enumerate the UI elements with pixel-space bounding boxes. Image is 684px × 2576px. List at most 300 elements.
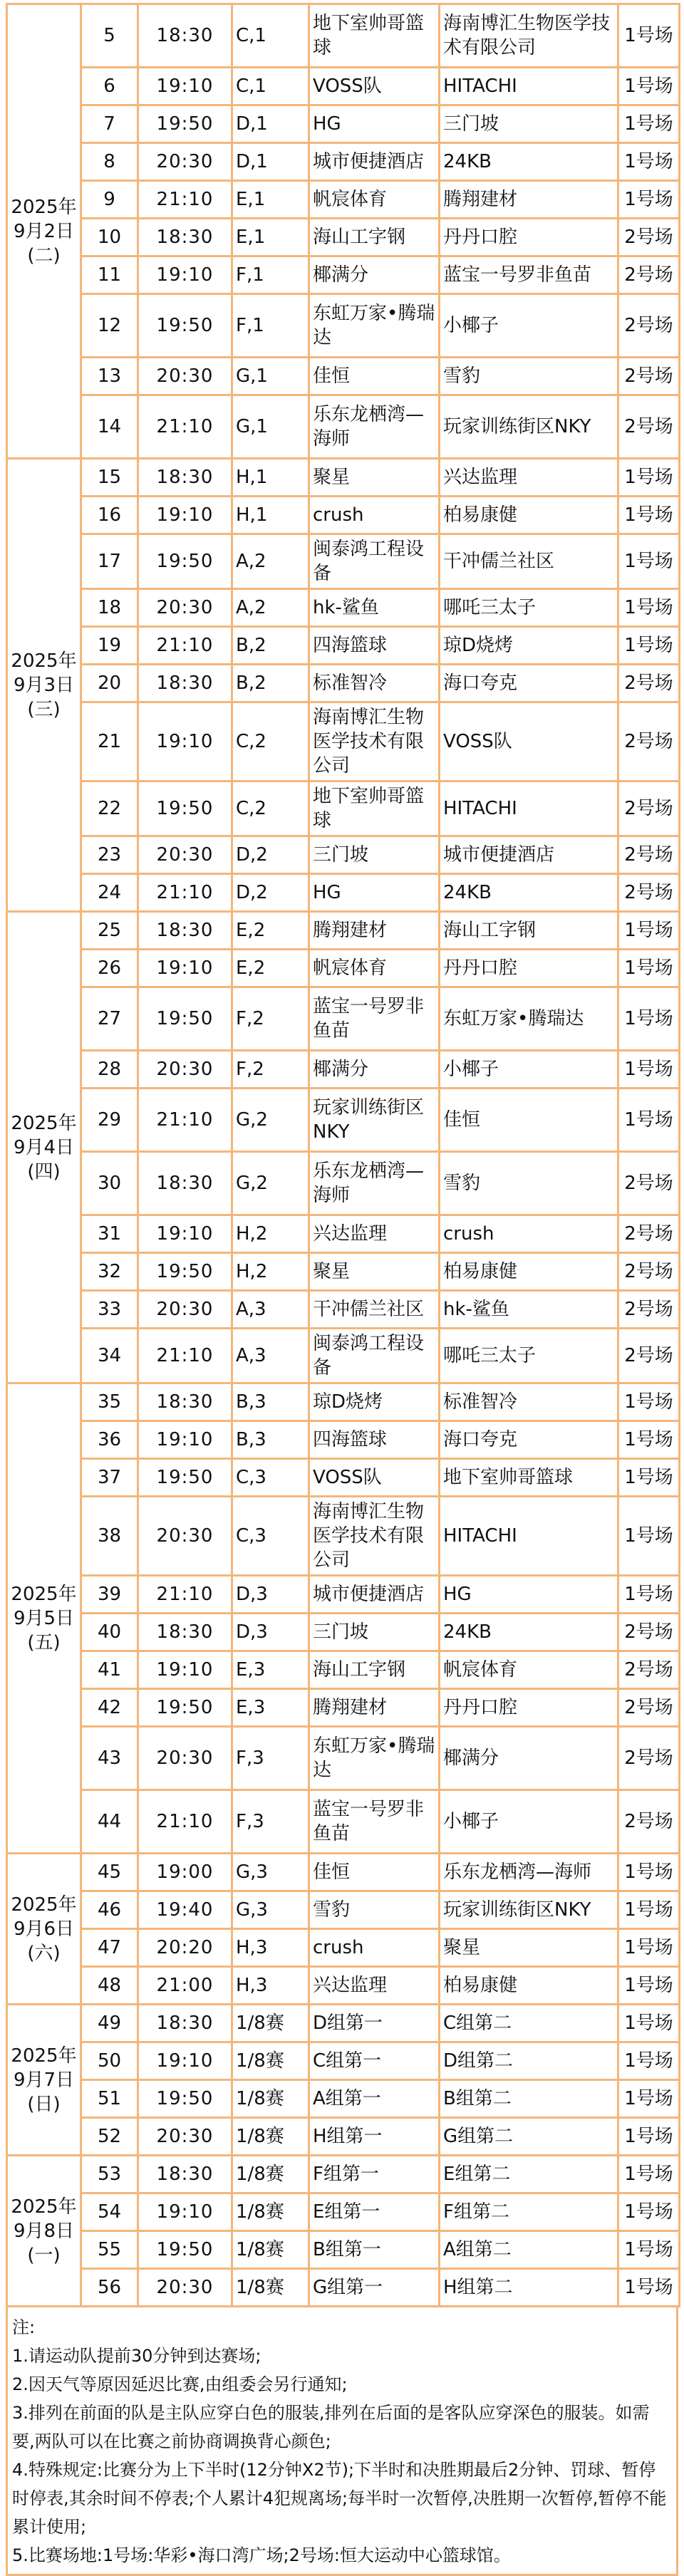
match-group-cell: F,2 bbox=[232, 1051, 309, 1089]
match-number-cell: 14 bbox=[81, 395, 138, 459]
away-team-cell: 丹丹口腔 bbox=[440, 950, 618, 987]
match-number-cell: 39 bbox=[81, 1576, 138, 1614]
match-number-cell: 26 bbox=[81, 950, 138, 987]
away-team-cell: B组第二 bbox=[440, 2080, 618, 2118]
match-date-cell: 2025年9月3日(三) bbox=[7, 459, 81, 912]
home-team-cell: 玩家训练街区NKY bbox=[309, 1089, 440, 1152]
match-time-cell: 20:30 bbox=[138, 1051, 232, 1089]
match-row bbox=[7, 781, 680, 836]
match-row bbox=[7, 1651, 680, 1689]
notes-heading: 注: bbox=[12, 2317, 36, 2337]
court-cell: 2号场 bbox=[618, 1651, 680, 1689]
away-team-cell: 柏易康健 bbox=[440, 1253, 618, 1291]
match-group-cell: F,1 bbox=[232, 256, 309, 294]
match-group-cell: C,2 bbox=[232, 781, 309, 836]
away-team-cell: HG bbox=[440, 1576, 618, 1614]
match-time-cell: 18:30 bbox=[138, 2005, 232, 2042]
home-team-cell: 乐东龙栖湾—海师 bbox=[309, 395, 440, 459]
match-group-cell: 1/8赛 bbox=[232, 2231, 309, 2269]
away-team-cell: 哪吒三太子 bbox=[440, 1329, 618, 1383]
match-group-cell: B,2 bbox=[232, 665, 309, 702]
match-group-cell: 1/8赛 bbox=[232, 2193, 309, 2231]
match-row bbox=[7, 2193, 680, 2231]
match-time-cell: 18:30 bbox=[138, 4, 232, 68]
court-cell: 2号场 bbox=[618, 781, 680, 836]
match-time-cell: 18:30 bbox=[138, 1152, 232, 1215]
court-cell: 2号场 bbox=[618, 836, 680, 874]
match-time-cell: 20:30 bbox=[138, 2118, 232, 2156]
match-group-cell: G,2 bbox=[232, 1152, 309, 1215]
court-cell: 2号场 bbox=[618, 219, 680, 256]
match-number-cell: 45 bbox=[81, 1854, 138, 1891]
away-team-cell: 三门坡 bbox=[440, 105, 618, 143]
match-group-cell: 1/8赛 bbox=[232, 2118, 309, 2156]
court-cell: 2号场 bbox=[618, 1152, 680, 1215]
match-group-cell: H,2 bbox=[232, 1215, 309, 1253]
away-team-cell: 兴达监理 bbox=[440, 459, 618, 497]
match-group-cell: F,3 bbox=[232, 1790, 309, 1854]
away-team-cell: 海南博汇生物医学技术有限公司 bbox=[440, 4, 618, 68]
match-row bbox=[7, 1497, 680, 1576]
court-cell: 1号场 bbox=[618, 1383, 680, 1421]
match-date-cell: 2025年9月4日(四) bbox=[7, 912, 81, 1383]
match-time-cell: 19:50 bbox=[138, 1689, 232, 1727]
match-number-cell: 35 bbox=[81, 1383, 138, 1421]
match-row bbox=[7, 1614, 680, 1651]
match-time-cell: 19:10 bbox=[138, 256, 232, 294]
match-time-cell: 18:30 bbox=[138, 219, 232, 256]
away-team-cell: E组第二 bbox=[440, 2156, 618, 2193]
match-group-cell: C,3 bbox=[232, 1497, 309, 1576]
match-row bbox=[7, 294, 680, 358]
away-team-cell: 城市便捷酒店 bbox=[440, 836, 618, 874]
away-team-cell: 海山工字钢 bbox=[440, 912, 618, 950]
match-time-cell: 19:10 bbox=[138, 1421, 232, 1459]
home-team-cell: hk-鲨鱼 bbox=[309, 589, 440, 627]
match-group-cell: G,1 bbox=[232, 358, 309, 395]
match-row bbox=[7, 1152, 680, 1215]
away-team-cell: 24KB bbox=[440, 874, 618, 912]
away-team-cell: A组第二 bbox=[440, 2231, 618, 2269]
home-team-cell: 东虹万家•腾瑞达 bbox=[309, 294, 440, 358]
home-team-cell: E组第一 bbox=[309, 2193, 440, 2231]
match-row bbox=[7, 2118, 680, 2156]
match-row bbox=[7, 702, 680, 781]
match-number-cell: 36 bbox=[81, 1421, 138, 1459]
court-cell: 1号场 bbox=[618, 1576, 680, 1614]
match-time-cell: 19:50 bbox=[138, 2080, 232, 2118]
match-row bbox=[7, 1291, 680, 1329]
match-group-cell: E,1 bbox=[232, 181, 309, 219]
match-row bbox=[7, 1421, 680, 1459]
match-time-cell: 19:00 bbox=[138, 1854, 232, 1891]
match-time-cell: 20:30 bbox=[138, 1727, 232, 1790]
match-group-cell: D,2 bbox=[232, 836, 309, 874]
away-team-cell: 丹丹口腔 bbox=[440, 1689, 618, 1727]
match-row bbox=[7, 181, 680, 219]
match-number-cell: 51 bbox=[81, 2080, 138, 2118]
match-time-cell: 18:30 bbox=[138, 2156, 232, 2193]
home-team-cell: 蓝宝一号罗非鱼苗 bbox=[309, 987, 440, 1051]
home-team-cell: D组第一 bbox=[309, 2005, 440, 2042]
home-team-cell: 腾翔建材 bbox=[309, 1689, 440, 1727]
match-number-cell: 33 bbox=[81, 1291, 138, 1329]
home-team-cell: 佳恒 bbox=[309, 1854, 440, 1891]
home-team-cell: 聚星 bbox=[309, 459, 440, 497]
match-row bbox=[7, 1089, 680, 1152]
away-team-cell: 柏易康健 bbox=[440, 497, 618, 534]
court-cell: 2号场 bbox=[618, 1291, 680, 1329]
match-number-cell: 48 bbox=[81, 1967, 138, 2005]
match-group-cell: G,1 bbox=[232, 395, 309, 459]
home-team-cell: 东虹万家•腾瑞达 bbox=[309, 1727, 440, 1790]
match-group-cell: E,3 bbox=[232, 1689, 309, 1727]
match-time-cell: 19:10 bbox=[138, 497, 232, 534]
match-group-cell: D,3 bbox=[232, 1576, 309, 1614]
home-team-cell: 雪豹 bbox=[309, 1891, 440, 1929]
match-row bbox=[7, 1051, 680, 1089]
away-team-cell: hk-鲨鱼 bbox=[440, 1291, 618, 1329]
home-team-cell: 兴达监理 bbox=[309, 1967, 440, 2005]
away-team-cell: 小椰子 bbox=[440, 1790, 618, 1854]
away-team-cell: 海口夸克 bbox=[440, 665, 618, 702]
match-time-cell: 20:30 bbox=[138, 836, 232, 874]
home-team-cell: 四海篮球 bbox=[309, 627, 440, 665]
match-row bbox=[7, 1689, 680, 1727]
match-group-cell: 1/8赛 bbox=[232, 2005, 309, 2042]
match-group-cell: E,2 bbox=[232, 950, 309, 987]
match-group-cell: D,1 bbox=[232, 105, 309, 143]
match-time-cell: 19:50 bbox=[138, 781, 232, 836]
match-group-cell: H,3 bbox=[232, 1967, 309, 2005]
court-cell: 1号场 bbox=[618, 534, 680, 589]
home-team-cell: crush bbox=[309, 497, 440, 534]
match-row bbox=[7, 143, 680, 181]
match-group-cell: D,1 bbox=[232, 143, 309, 181]
away-team-cell: 琼D烧烤 bbox=[440, 627, 618, 665]
home-team-cell: 闽泰鸿工程设备 bbox=[309, 1329, 440, 1383]
match-number-cell: 10 bbox=[81, 219, 138, 256]
match-time-cell: 20:30 bbox=[138, 2269, 232, 2307]
court-cell: 2号场 bbox=[618, 1215, 680, 1253]
court-cell: 1号场 bbox=[618, 2118, 680, 2156]
match-group-cell: E,2 bbox=[232, 912, 309, 950]
match-time-cell: 19:50 bbox=[138, 1459, 232, 1497]
home-team-cell: 干冲儒兰社区 bbox=[309, 1291, 440, 1329]
match-time-cell: 21:10 bbox=[138, 1329, 232, 1383]
away-team-cell: 标准智冷 bbox=[440, 1383, 618, 1421]
match-row bbox=[7, 1854, 680, 1891]
match-row bbox=[7, 395, 680, 459]
home-team-cell: VOSS队 bbox=[309, 68, 440, 105]
match-row bbox=[7, 358, 680, 395]
home-team-cell: 琼D烧烤 bbox=[309, 1383, 440, 1421]
court-cell: 1号场 bbox=[618, 497, 680, 534]
court-cell: 2号场 bbox=[618, 1689, 680, 1727]
match-time-cell: 19:10 bbox=[138, 950, 232, 987]
home-team-cell: B组第一 bbox=[309, 2231, 440, 2269]
match-group-cell: H,1 bbox=[232, 497, 309, 534]
away-team-cell: HITACHI bbox=[440, 1497, 618, 1576]
match-time-cell: 21:10 bbox=[138, 1790, 232, 1854]
home-team-cell: 三门坡 bbox=[309, 1614, 440, 1651]
match-date-cell: 2025年9月5日(五) bbox=[7, 1383, 81, 1854]
match-group-cell: A,2 bbox=[232, 589, 309, 627]
match-number-cell: 27 bbox=[81, 987, 138, 1051]
away-team-cell: 柏易康健 bbox=[440, 1967, 618, 2005]
schedule-table bbox=[6, 3, 680, 2307]
court-cell: 1号场 bbox=[618, 627, 680, 665]
home-team-cell: 聚星 bbox=[309, 1253, 440, 1291]
home-team-cell: 城市便捷酒店 bbox=[309, 1576, 440, 1614]
home-team-cell: 标准智冷 bbox=[309, 665, 440, 702]
match-time-cell: 19:50 bbox=[138, 294, 232, 358]
home-team-cell: C组第一 bbox=[309, 2042, 440, 2080]
match-number-cell: 49 bbox=[81, 2005, 138, 2042]
match-time-cell: 20:30 bbox=[138, 589, 232, 627]
court-cell: 2号场 bbox=[618, 1614, 680, 1651]
match-time-cell: 19:10 bbox=[138, 68, 232, 105]
match-group-cell: B,2 bbox=[232, 627, 309, 665]
court-cell: 1号场 bbox=[618, 143, 680, 181]
match-row bbox=[7, 219, 680, 256]
away-team-cell: 地下室帅哥篮球 bbox=[440, 1459, 618, 1497]
match-row bbox=[7, 1891, 680, 1929]
away-team-cell: 24KB bbox=[440, 1614, 618, 1651]
match-number-cell: 12 bbox=[81, 294, 138, 358]
match-time-cell: 18:30 bbox=[138, 665, 232, 702]
match-time-cell: 18:30 bbox=[138, 1383, 232, 1421]
match-time-cell: 19:40 bbox=[138, 1891, 232, 1929]
court-cell: 1号场 bbox=[618, 1421, 680, 1459]
away-team-cell: VOSS队 bbox=[440, 702, 618, 781]
match-time-cell: 21:10 bbox=[138, 874, 232, 912]
home-team-cell: A组第一 bbox=[309, 2080, 440, 2118]
match-row bbox=[7, 1215, 680, 1253]
court-cell: 1号场 bbox=[618, 950, 680, 987]
match-number-cell: 22 bbox=[81, 781, 138, 836]
court-cell: 1号场 bbox=[618, 2156, 680, 2193]
match-group-cell: C,3 bbox=[232, 1459, 309, 1497]
match-date-cell: 2025年9月8日(一) bbox=[7, 2156, 81, 2307]
match-group-cell: H,2 bbox=[232, 1253, 309, 1291]
match-row bbox=[7, 459, 680, 497]
match-row bbox=[7, 1576, 680, 1614]
match-number-cell: 53 bbox=[81, 2156, 138, 2193]
match-number-cell: 37 bbox=[81, 1459, 138, 1497]
away-team-cell: 小椰子 bbox=[440, 1051, 618, 1089]
note-item: 4.特殊规定:比赛分为上下半时(12分钟X2节);下半时和决胜期最后2分钟、罚球、暂停时停表,其余时间不停表;个人累计4犯规离场;每半时一次暂停,决胜期一次暂停,暂停不能累计使用; bbox=[12, 2460, 667, 2537]
match-number-cell: 18 bbox=[81, 589, 138, 627]
match-number-cell: 25 bbox=[81, 912, 138, 950]
away-team-cell: 海口夸克 bbox=[440, 1421, 618, 1459]
match-date-cell: 2025年9月2日(二) bbox=[7, 4, 81, 459]
home-team-cell: 海南博汇生物医学技术有限公司 bbox=[309, 1497, 440, 1576]
match-number-cell: 34 bbox=[81, 1329, 138, 1383]
schedule-page bbox=[6, 3, 678, 2565]
away-team-cell: F组第二 bbox=[440, 2193, 618, 2231]
match-group-cell: A,3 bbox=[232, 1291, 309, 1329]
court-cell: 2号场 bbox=[618, 702, 680, 781]
away-team-cell: HITACHI bbox=[440, 68, 618, 105]
match-group-cell: H,1 bbox=[232, 459, 309, 497]
court-cell: 1号场 bbox=[618, 2269, 680, 2307]
match-group-cell: 1/8赛 bbox=[232, 2080, 309, 2118]
match-time-cell: 21:10 bbox=[138, 627, 232, 665]
away-team-cell: 雪豹 bbox=[440, 358, 618, 395]
match-group-cell: B,3 bbox=[232, 1421, 309, 1459]
home-team-cell: HG bbox=[309, 874, 440, 912]
away-team-cell: 椰满分 bbox=[440, 1727, 618, 1790]
match-group-cell: B,3 bbox=[232, 1383, 309, 1421]
home-team-cell: VOSS队 bbox=[309, 1459, 440, 1497]
match-group-cell: C,1 bbox=[232, 68, 309, 105]
match-number-cell: 42 bbox=[81, 1689, 138, 1727]
match-number-cell: 19 bbox=[81, 627, 138, 665]
court-cell: 2号场 bbox=[618, 1727, 680, 1790]
home-team-cell: H组第一 bbox=[309, 2118, 440, 2156]
court-cell: 2号场 bbox=[618, 665, 680, 702]
court-cell: 1号场 bbox=[618, 1051, 680, 1089]
match-number-cell: 55 bbox=[81, 2231, 138, 2269]
match-row bbox=[7, 1727, 680, 1790]
court-cell: 1号场 bbox=[618, 2042, 680, 2080]
court-cell: 2号场 bbox=[618, 1329, 680, 1383]
away-team-cell: HITACHI bbox=[440, 781, 618, 836]
match-group-cell: A,2 bbox=[232, 534, 309, 589]
court-cell: 1号场 bbox=[618, 1929, 680, 1967]
match-row bbox=[7, 2156, 680, 2193]
court-cell: 1号场 bbox=[618, 1459, 680, 1497]
away-team-cell: 东虹万家•腾瑞达 bbox=[440, 987, 618, 1051]
match-row bbox=[7, 2042, 680, 2080]
home-team-cell: 城市便捷酒店 bbox=[309, 143, 440, 181]
match-number-cell: 11 bbox=[81, 256, 138, 294]
court-cell: 1号场 bbox=[618, 2231, 680, 2269]
court-cell: 2号场 bbox=[618, 874, 680, 912]
match-number-cell: 5 bbox=[81, 4, 138, 68]
match-group-cell: G,3 bbox=[232, 1891, 309, 1929]
court-cell: 2号场 bbox=[618, 1790, 680, 1854]
match-time-cell: 18:30 bbox=[138, 1614, 232, 1651]
schedule-body bbox=[7, 4, 680, 2307]
away-team-cell: 佳恒 bbox=[440, 1089, 618, 1152]
match-row bbox=[7, 256, 680, 294]
match-number-cell: 32 bbox=[81, 1253, 138, 1291]
match-number-cell: 40 bbox=[81, 1614, 138, 1651]
match-number-cell: 6 bbox=[81, 68, 138, 105]
home-team-cell: 海山工字钢 bbox=[309, 219, 440, 256]
match-row bbox=[7, 1253, 680, 1291]
match-number-cell: 9 bbox=[81, 181, 138, 219]
match-number-cell: 29 bbox=[81, 1089, 138, 1152]
match-row bbox=[7, 2080, 680, 2118]
away-team-cell: 干冲儒兰社区 bbox=[440, 534, 618, 589]
match-number-cell: 44 bbox=[81, 1790, 138, 1854]
court-cell: 1号场 bbox=[618, 2193, 680, 2231]
away-team-cell: 哪吒三太子 bbox=[440, 589, 618, 627]
away-team-cell: 小椰子 bbox=[440, 294, 618, 358]
match-number-cell: 50 bbox=[81, 2042, 138, 2080]
match-group-cell: A,3 bbox=[232, 1329, 309, 1383]
away-team-cell: 雪豹 bbox=[440, 1152, 618, 1215]
match-number-cell: 17 bbox=[81, 534, 138, 589]
match-row bbox=[7, 2269, 680, 2307]
match-number-cell: 15 bbox=[81, 459, 138, 497]
match-row bbox=[7, 589, 680, 627]
match-group-cell: D,3 bbox=[232, 1614, 309, 1651]
match-row bbox=[7, 534, 680, 589]
court-cell: 2号场 bbox=[618, 395, 680, 459]
match-row bbox=[7, 1790, 680, 1854]
court-cell: 1号场 bbox=[618, 987, 680, 1051]
home-team-cell: 兴达监理 bbox=[309, 1215, 440, 1253]
match-time-cell: 21:10 bbox=[138, 395, 232, 459]
home-team-cell: 三门坡 bbox=[309, 836, 440, 874]
home-team-cell: 腾翔建材 bbox=[309, 912, 440, 950]
court-cell: 1号场 bbox=[618, 589, 680, 627]
match-time-cell: 19:10 bbox=[138, 702, 232, 781]
match-number-cell: 46 bbox=[81, 1891, 138, 1929]
match-row bbox=[7, 1967, 680, 2005]
match-time-cell: 19:10 bbox=[138, 2042, 232, 2080]
court-cell: 1号场 bbox=[618, 105, 680, 143]
court-cell: 1号场 bbox=[618, 1497, 680, 1576]
match-time-cell: 18:30 bbox=[138, 912, 232, 950]
match-time-cell: 20:20 bbox=[138, 1929, 232, 1967]
note-item: 1.请运动队提前30分钟到达赛场; bbox=[12, 2346, 261, 2366]
home-team-cell: G组第一 bbox=[309, 2269, 440, 2307]
match-time-cell: 21:10 bbox=[138, 181, 232, 219]
court-cell: 1号场 bbox=[618, 459, 680, 497]
match-time-cell: 20:30 bbox=[138, 143, 232, 181]
away-team-cell: 玩家训练街区NKY bbox=[440, 395, 618, 459]
match-number-cell: 54 bbox=[81, 2193, 138, 2231]
match-row bbox=[7, 1383, 680, 1421]
match-row bbox=[7, 665, 680, 702]
away-team-cell: G组第二 bbox=[440, 2118, 618, 2156]
match-row bbox=[7, 2005, 680, 2042]
match-number-cell: 8 bbox=[81, 143, 138, 181]
away-team-cell: C组第二 bbox=[440, 2005, 618, 2042]
home-team-cell: crush bbox=[309, 1929, 440, 1967]
match-time-cell: 19:50 bbox=[138, 534, 232, 589]
match-row bbox=[7, 68, 680, 105]
match-row bbox=[7, 627, 680, 665]
match-row bbox=[7, 2231, 680, 2269]
match-row bbox=[7, 497, 680, 534]
match-row bbox=[7, 1459, 680, 1497]
match-group-cell: F,1 bbox=[232, 294, 309, 358]
match-number-cell: 21 bbox=[81, 702, 138, 781]
note-item: 2.因天气等原因延迟比赛,由组委会另行通知; bbox=[12, 2374, 348, 2394]
court-cell: 2号场 bbox=[618, 1253, 680, 1291]
away-team-cell: crush bbox=[440, 1215, 618, 1253]
match-time-cell: 19:50 bbox=[138, 987, 232, 1051]
match-group-cell: H,3 bbox=[232, 1929, 309, 1967]
match-row bbox=[7, 987, 680, 1051]
match-number-cell: 28 bbox=[81, 1051, 138, 1089]
home-team-cell: 海南博汇生物医学技术有限公司 bbox=[309, 702, 440, 781]
match-number-cell: 24 bbox=[81, 874, 138, 912]
match-time-cell: 21:00 bbox=[138, 1967, 232, 2005]
match-row bbox=[7, 1329, 680, 1383]
court-cell: 1号场 bbox=[618, 912, 680, 950]
match-group-cell: G,3 bbox=[232, 1854, 309, 1891]
match-time-cell: 19:10 bbox=[138, 2193, 232, 2231]
match-number-cell: 13 bbox=[81, 358, 138, 395]
court-cell: 1号场 bbox=[618, 68, 680, 105]
